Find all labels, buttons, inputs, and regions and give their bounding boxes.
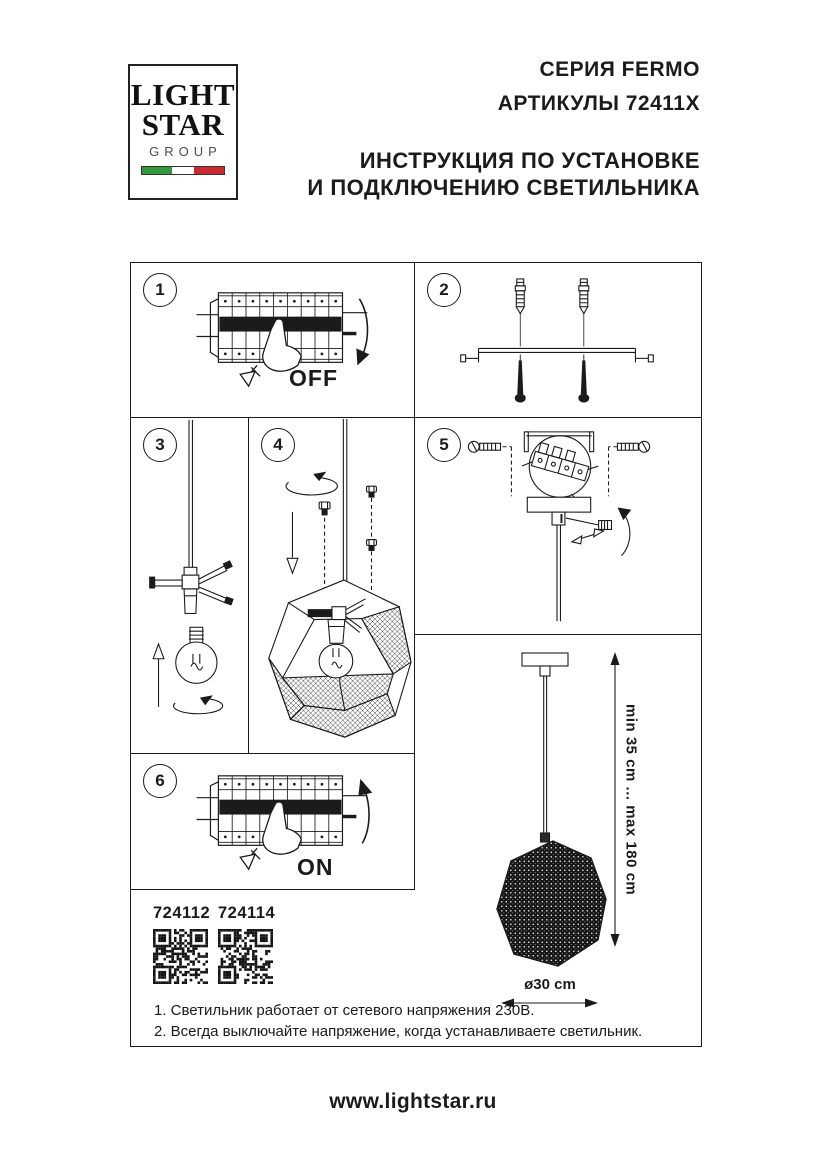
safety-notes: [154, 1000, 694, 1042]
header: [307, 58, 700, 201]
on-label: ON: [297, 854, 334, 880]
footer-url: www.lightstar.ru: [329, 1090, 497, 1113]
step-badge-2: 2: [427, 273, 461, 307]
height-range-label: min 35 cm ... max 180 cm: [622, 703, 640, 896]
flag-green-segment: [142, 167, 172, 174]
instruction-title-line2: И ПОДКЛЮЧЕНИЮ СВЕТИЛЬНИКА: [307, 175, 700, 200]
step-badge-6: 6: [143, 764, 177, 798]
flag-white-segment: [172, 167, 193, 174]
logo-word-light: LIGHT: [130, 77, 236, 112]
step-badge-5: 5: [427, 428, 461, 462]
instruction-title: [307, 147, 700, 201]
articles-title: АРТИКУЛЫ 72411X: [497, 92, 700, 115]
steps-grid: [130, 262, 702, 1047]
off-label: OFF: [289, 365, 338, 391]
flag-red-segment: [194, 167, 224, 174]
qr-block-724112: [153, 904, 223, 989]
series-title: СЕРИЯ FERMO: [539, 58, 700, 81]
shade-assembly-drawing: [249, 418, 413, 752]
qr-label: 724112: [153, 904, 211, 922]
step-panel-3: [131, 418, 249, 754]
qr-code: [153, 929, 223, 989]
logo-word-star: STAR: [141, 107, 225, 142]
step-panel-1: [131, 263, 415, 418]
step-badge-4: 4: [261, 428, 295, 462]
italian-flag-stripe: [141, 166, 225, 175]
qr-block-724114: [218, 904, 288, 989]
note-line-2: 2. Всегда выключайте напряжение, когда устанавливаете светильник.: [154, 1023, 643, 1040]
diameter-label: ø30 cm: [524, 976, 576, 993]
pendant-dimensions-panel: [415, 635, 701, 1046]
instruction-title-line1: ИНСТРУКЦИЯ ПО УСТАНОВКЕ: [359, 148, 700, 173]
step-badge-3: 3: [143, 428, 177, 462]
step-badge-1: 1: [143, 273, 177, 307]
rod-socket-bulb-drawing: [131, 418, 247, 752]
step-panel-2: [415, 263, 701, 418]
qr-code: [218, 929, 288, 989]
logo-word-group: GROUP: [149, 144, 222, 159]
note-line-1: 1. Светильник работает от сетевого напряжения 230В.: [154, 1002, 535, 1019]
qr-label: 724114: [218, 904, 276, 922]
lightstar-logo: [128, 64, 238, 200]
step-panel-4: [249, 418, 415, 754]
step-panel-6: [131, 754, 415, 890]
step-panel-5: [415, 418, 701, 635]
